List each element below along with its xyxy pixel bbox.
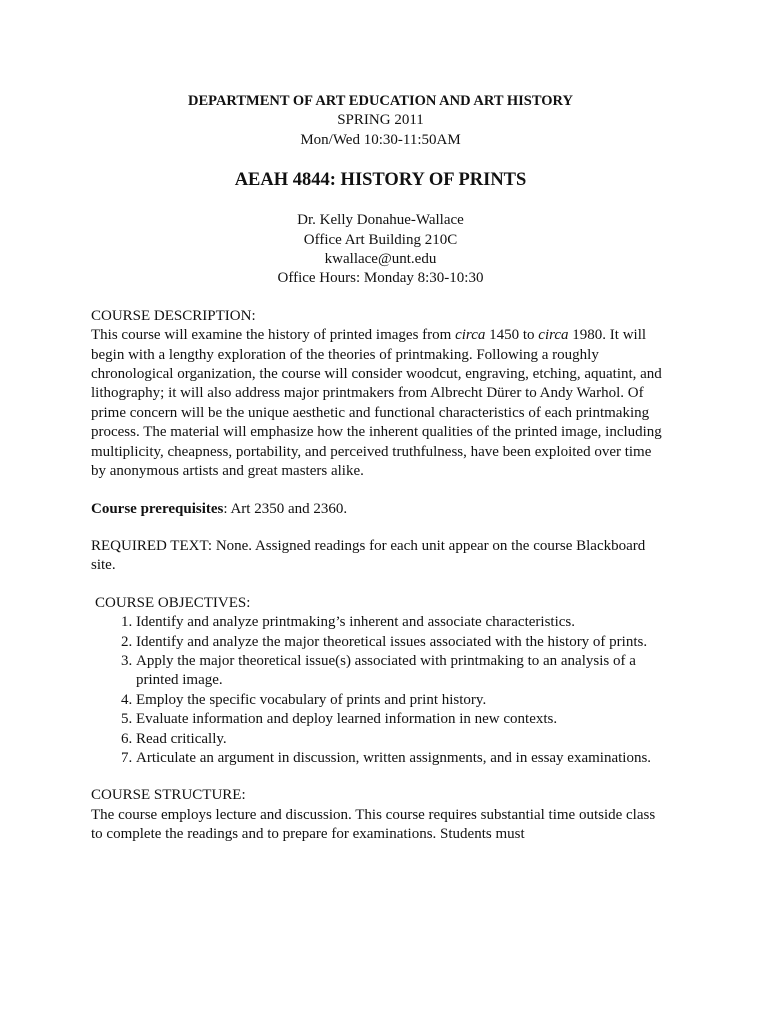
- course-objectives-heading: [91, 594, 670, 613]
- instructor-office-hours: Office Hours: Monday 8:30-10:30: [277, 270, 484, 287]
- objective-item: 7. Articulate an argument in discussion, written assignments, and in essay examinations.: [136, 749, 670, 768]
- objective-item: 3. Apply the major theoretical issue(s) associated with printmaking to an analysis of a printed image.: [136, 652, 670, 691]
- prerequisites-value: : Art 2350 and 2360.: [223, 500, 348, 517]
- class-schedule: Mon/Wed 10:30-11:50AM: [300, 131, 461, 148]
- description-text-3: 1980. It will begin with a lengthy exploration of the theories of printmaking. Following a roughly chronological organization, the course will consider woodcut, engraving, etching, aquatint, and lithography; it will also address major printmakers from Albrecht Dürer to Andy Warhol. Of prime concern will be the unique aesthetic and functional characteristics of each printmaking process. The material will emphasize how the inherent qualities of the printed image, including multiplicity, cheapness, portability, and perceived truthfulness, have been exploited over time by anonymous artists and great masters alike.: [91, 327, 662, 480]
- prerequisites-text: [91, 500, 670, 519]
- required-text-paragraph: [91, 537, 670, 576]
- course-title: AEAH 4844: HISTORY OF PRINTS: [234, 170, 527, 191]
- course-structure-text: The course employs lecture and discussion. This course requires substantial time outside class to complete the readings and to prepare for examinations. Students must: [91, 806, 656, 843]
- instructor-name: Dr. Kelly Donahue-Wallace: [297, 212, 464, 229]
- course-objectives-label: COURSE OBJECTIVES: [95, 594, 247, 611]
- instructor-email: kwallace@unt.edu: [324, 251, 437, 268]
- required-text-label: REQUIRED TEXT:: [91, 537, 213, 554]
- objective-item: 4. Employ the specific vocabulary of prints and print history.: [136, 691, 670, 710]
- course-description-colon: :: [251, 307, 256, 324]
- course-description-label: COURSE DESCRIPTION: [91, 307, 252, 324]
- objective-item: 2. Identify and analyze the major theoretical issues associated with the history of prints.: [136, 633, 670, 652]
- objective-item: 6. Read critically.: [136, 730, 670, 749]
- department-name: DEPARTMENT OF ART EDUCATION AND ART HISTORY: [188, 93, 573, 109]
- course-objectives-section: [91, 594, 670, 769]
- required-text-value: None. Assigned readings for each unit appear on the course Blackboard site.: [91, 537, 646, 574]
- description-circa-1: circa: [455, 327, 486, 344]
- description-text-2: 1450 to: [485, 327, 539, 344]
- description-text-1: This course will examine the history of printed images from: [91, 327, 456, 344]
- course-description-section: [91, 307, 670, 482]
- objective-item: 1. Identify and analyze printmaking’s inherent and associate characteristics.: [136, 613, 670, 632]
- course-structure-section: [91, 786, 670, 844]
- prerequisites-section: [91, 500, 670, 519]
- required-text-section: [91, 537, 670, 576]
- course-structure-colon: :: [241, 787, 246, 804]
- course-description-heading: [91, 307, 670, 326]
- term: SPRING 2011: [337, 112, 424, 129]
- objective-item: 5. Evaluate information and deploy learned information in new contexts.: [136, 710, 670, 729]
- document-header: [91, 92, 670, 289]
- description-circa-2: circa: [538, 327, 569, 344]
- course-objectives-colon: :: [246, 594, 251, 611]
- course-structure-label: COURSE STRUCTURE: [91, 787, 242, 804]
- prerequisites-label: Course prerequisites: [91, 500, 224, 517]
- course-structure-heading: [91, 786, 670, 805]
- instructor-office: Office Art Building 210C: [303, 231, 458, 248]
- course-description-text: [91, 326, 670, 481]
- course-objectives-list: [91, 613, 670, 768]
